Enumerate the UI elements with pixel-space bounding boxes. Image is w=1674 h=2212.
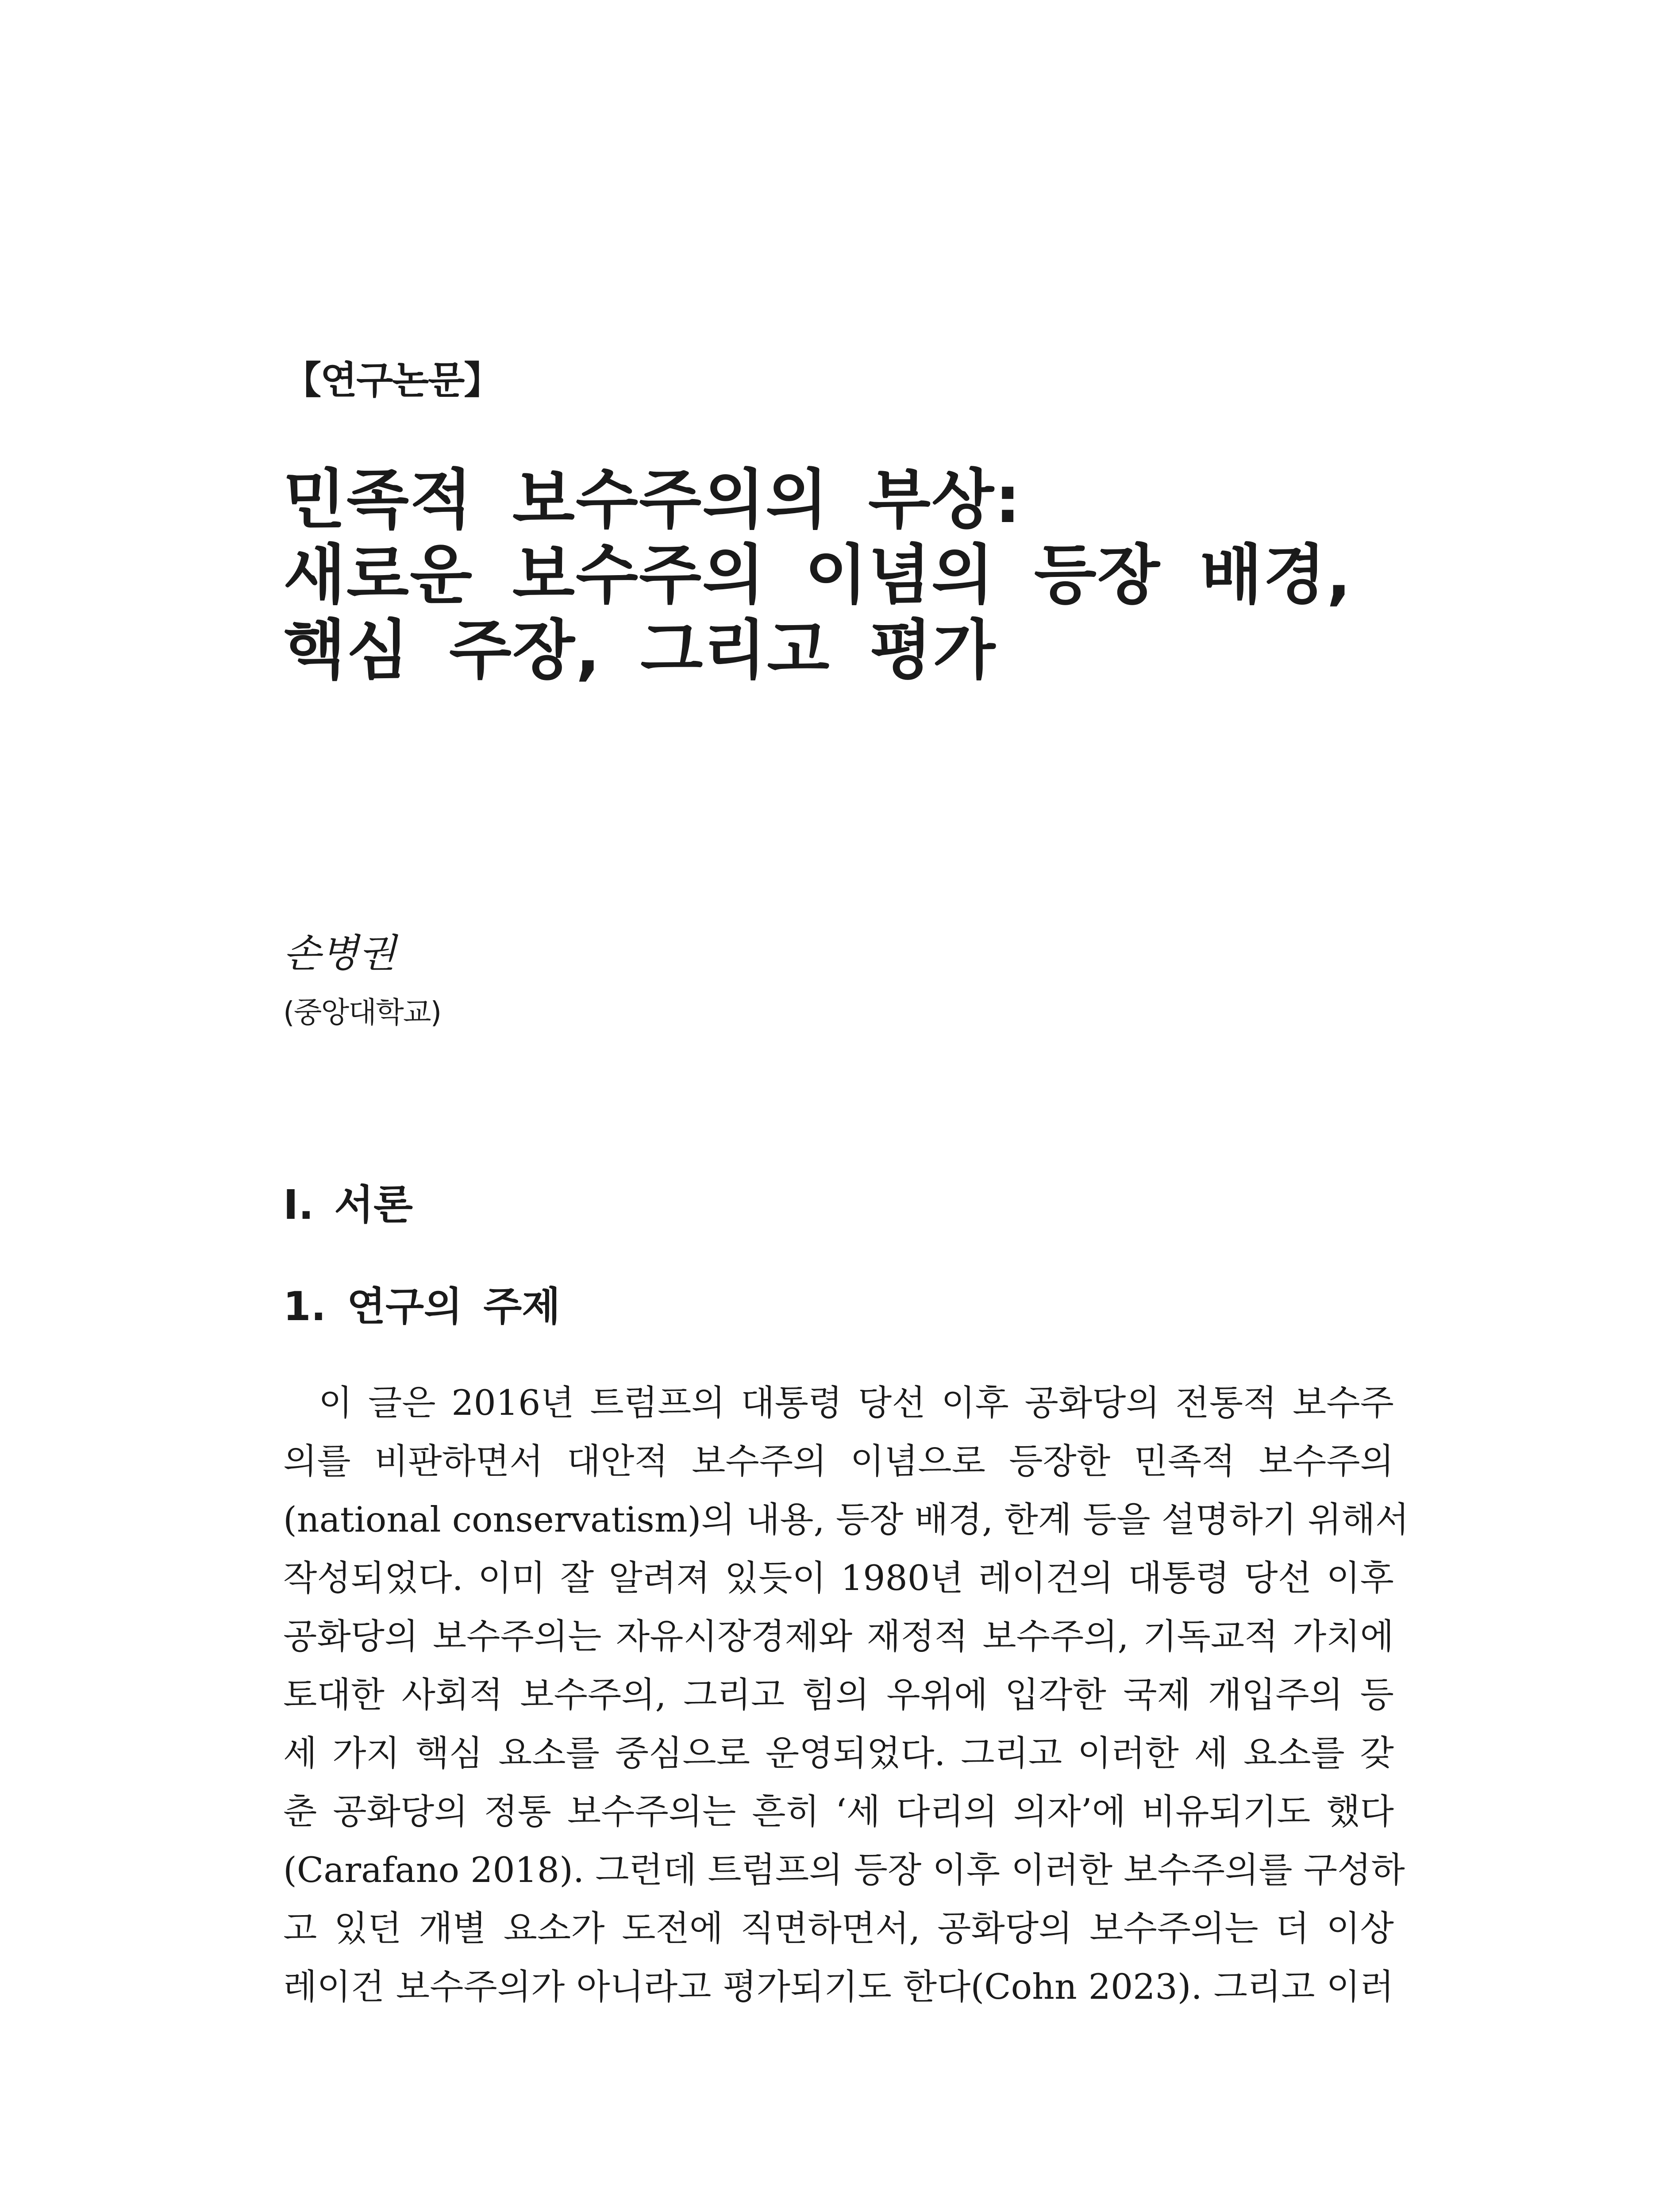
body-line: 레이건 보수주의가 아니라고 평가되기도 한다(Cohn 2023). 그리고 이러 (283, 1966, 1394, 2007)
body-line: 고 있던 개별 요소가 도전에 직면하면서, 공화당의 보수주의는 더 이상 (283, 1908, 1394, 1949)
body-line: 의를 비판하면서 대안적 보수주의 이념으로 등장한 민족적 보수주의 (283, 1441, 1394, 1482)
author-name: 손병권 (283, 930, 396, 976)
body-line: (Carafano 2018). 그런데 트럼프의 등장 이후 이러한 보수주의를 구성하 (283, 1850, 1405, 1890)
subsection-heading: 1. 연구의 주제 (283, 1283, 561, 1330)
paper-title (283, 462, 1478, 688)
title-line: 핵심 주장, 그리고 평가 (283, 613, 997, 688)
body-line: (national conservatism)의 내용, 등장 배경, 한계 등을 설명하기 위해서 (283, 1499, 1409, 1540)
article-type-label: 【연구논문】 (283, 358, 501, 403)
body-line: 작성되었다. 이미 잘 알려져 있듯이 1980년 레이건의 대통령 당선 이후 (283, 1558, 1394, 1598)
body-line: 이 글은 2016년 트럼프의 대통령 당선 이후 공화당의 전통적 보수주 (319, 1382, 1394, 1423)
body-line: 세 가지 핵심 요소를 중심으로 운영되었다. 그리고 이러한 세 요소를 갖 (283, 1733, 1394, 1774)
body-line: 토대한 사회적 보수주의, 그리고 힘의 우위에 입각한 국제 개입주의 등 (283, 1674, 1394, 1715)
title-line: 민족적 보수주의의 부상: (283, 462, 1022, 538)
body-line: 춘 공화당의 정통 보수주의는 흔히 ‘세 다리의 의자’에 비유되기도 했다 (283, 1791, 1394, 1832)
body-line: 공화당의 보수주의는 자유시장경제와 재정적 보수주의, 기독교적 가치에 (283, 1616, 1394, 1657)
author-affiliation: (중앙대학교) (283, 995, 441, 1029)
section-heading: I. 서론 (283, 1181, 413, 1229)
title-line: 새로운 보수주의 이념의 등장 배경, (283, 538, 1352, 613)
body-text (283, 1374, 1409, 2016)
